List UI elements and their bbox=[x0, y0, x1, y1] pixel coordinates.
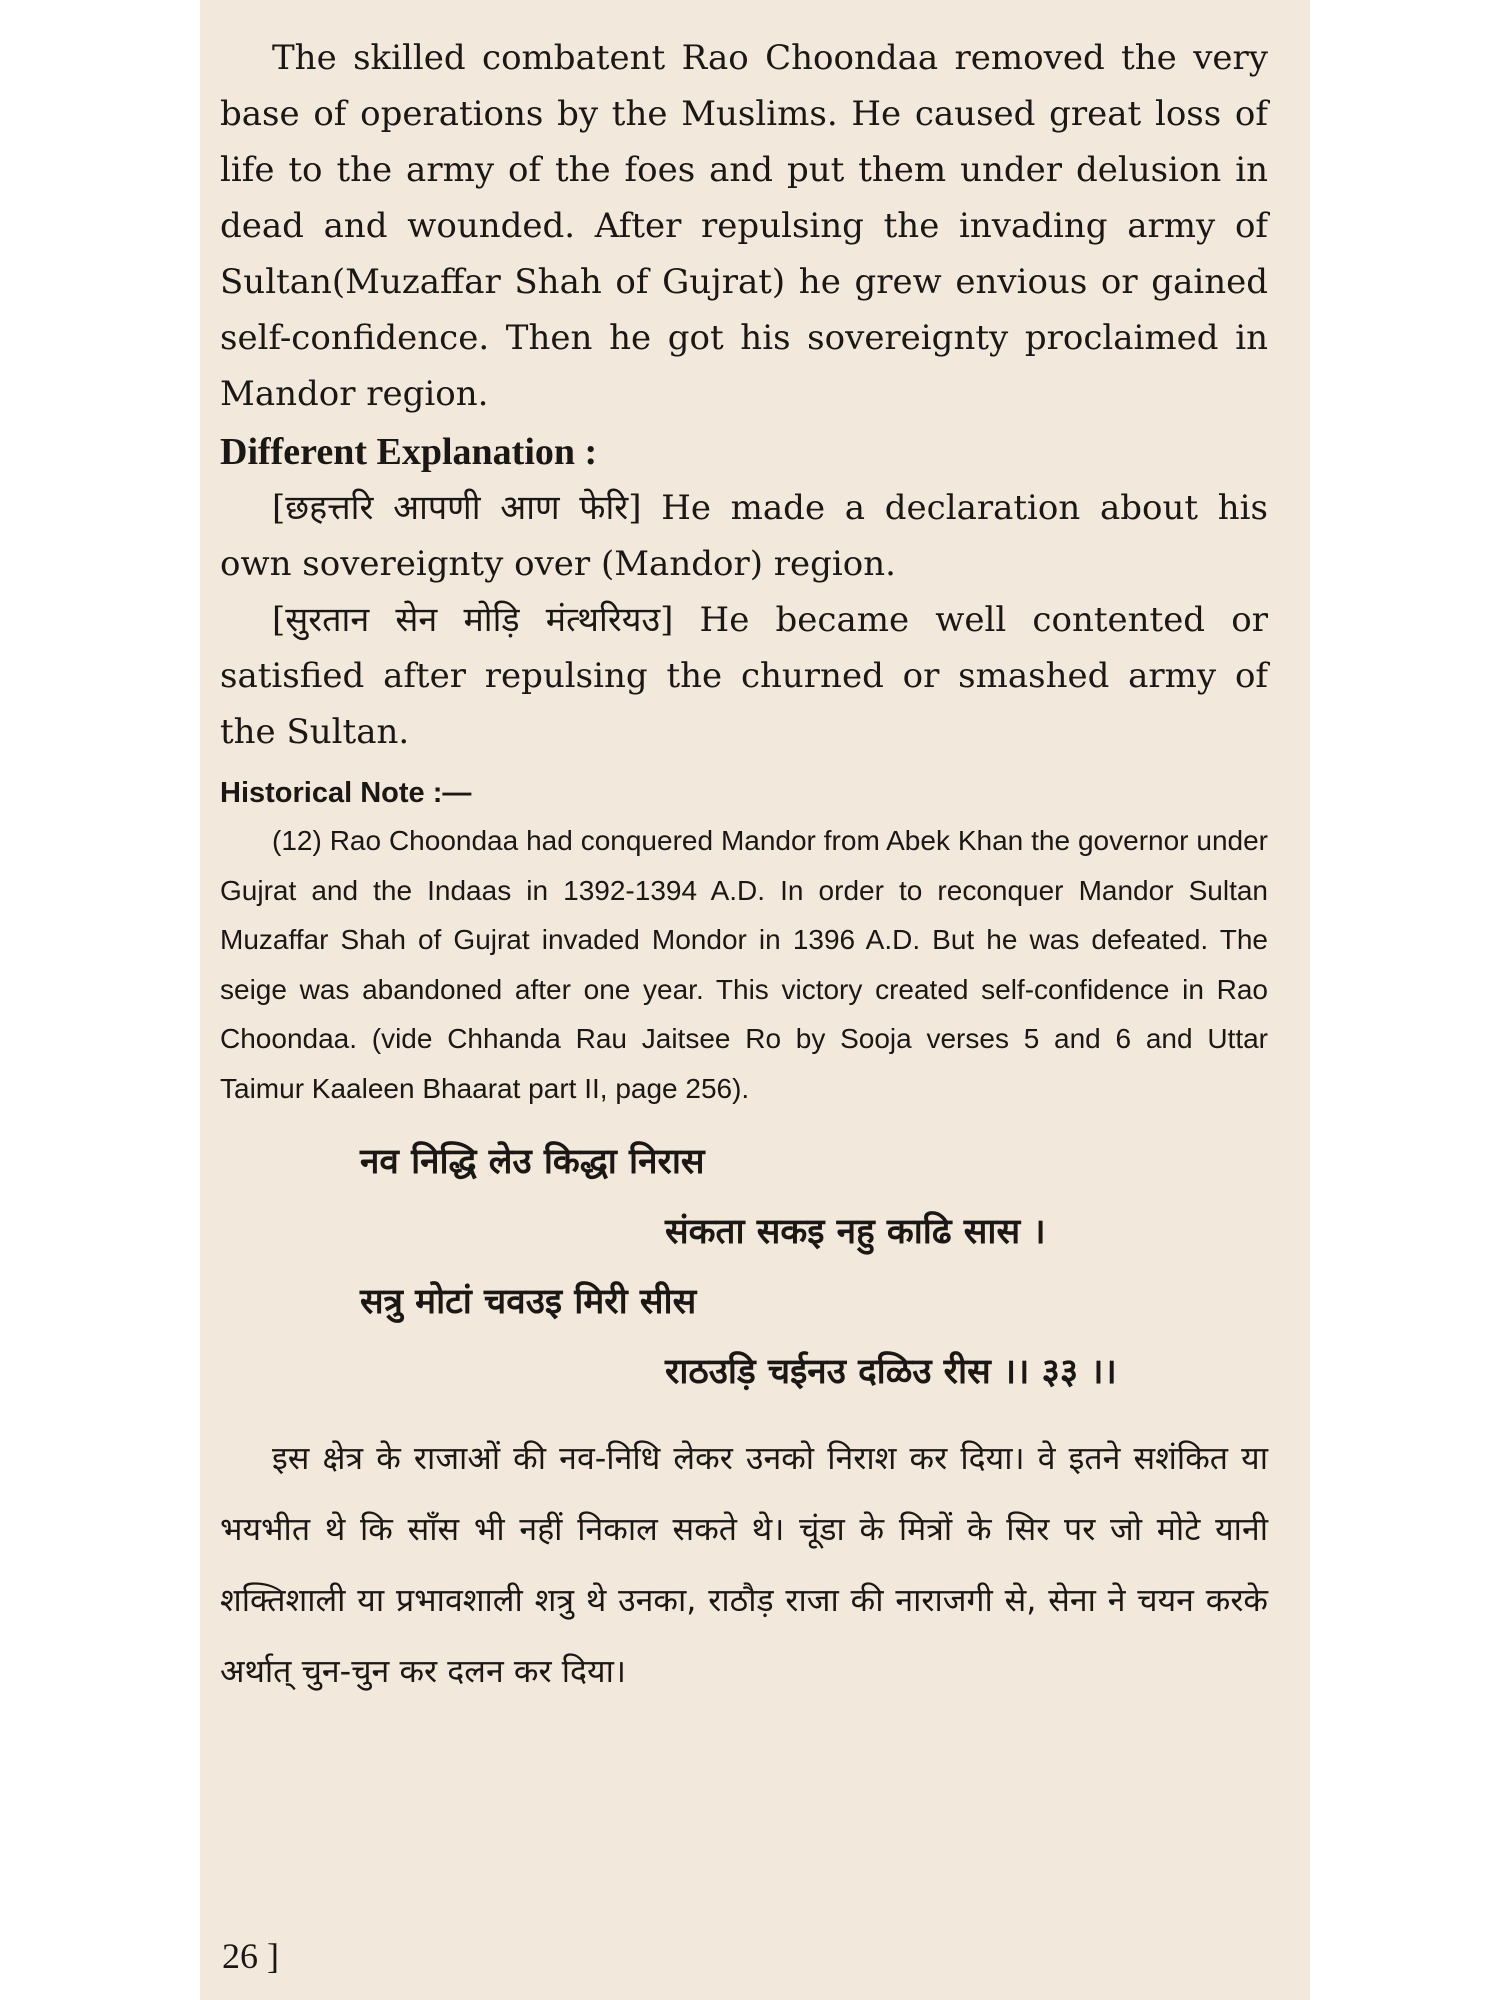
book-page bbox=[200, 0, 1310, 2000]
verse-line-1: नव निद्धि लेउ किद्धा निरास bbox=[360, 1142, 705, 1182]
verse-line-2: संकता सकइ नहु काढि सास । bbox=[665, 1212, 1046, 1252]
english-paragraph: The skilled combatent Rao Choondaa removed the very base of operations by the Muslims. He caused great loss of life to the army of the foes and put them under delusion in dead and wounded. After repulsing the invading army of Sultan(Muzaffar Shah of Gujrat) he grew envious or gained self-confidence. Then he got his sovereignty proclaimed in Mandor region. bbox=[220, 38, 1268, 414]
verse-block bbox=[220, 1127, 1268, 1407]
explanation-paragraph-1: [छहत्तरि आपणी आण फेरि] He made a declaration about his own sovereignty over (Mandor) region. bbox=[220, 488, 1268, 584]
verse-line-3: सत्रु मोटां चवउइ मिरी सीस bbox=[360, 1282, 697, 1322]
verse-line-4: राठउड़ि चईनउ दळिउ रीस ।। ३३ ।। bbox=[665, 1352, 1117, 1392]
page-number: 26 ] bbox=[222, 1936, 279, 1976]
hindi-paragraph: इस क्षेत्र के राजाओं की नव-निधि लेकर उनको निराश कर दिया। वे इतने सशंकित या भयभीत थे कि साँस भी नहीं निकाल सकते थे। चूंडा के मित्रों के सिर पर जो मोटे यानी शक्तिशाली या प्रभावशाली शत्रु थे उनका, राठौड़ राजा की नाराजगी से, सेना ने चयन करके अर्थात् चुन-चुन कर दलन कर दिया। bbox=[220, 1439, 1268, 1690]
different-explanation-heading: Different Explanation : bbox=[220, 431, 598, 473]
historical-note-text: (12) Rao Choondaa had conquered Mandor from Abek Khan the governor under Gujrat and the Indaas in 1392-1394 A.D. In order to reconquer Mandor Sultan Muzaffar Shah of Gujrat invaded Mondor in 1396 A.D. But he was defeated. The seige was abandoned after one year. This victory created self-confidence in Rao Choondaa. (vide Chhanda Rau Jaitsee Ro by Sooja verses 5 and 6 and Uttar Taimur Kaaleen Bhaarat part II, page 256). bbox=[220, 825, 1268, 1104]
historical-note-heading: Historical Note :— bbox=[220, 777, 472, 809]
explanation-paragraph-2: [सुरतान सेन मोड़ि मंत्थरियउ] He became well contented or satisfied after repulsing the churned or smashed army of the Sultan. bbox=[220, 600, 1268, 752]
